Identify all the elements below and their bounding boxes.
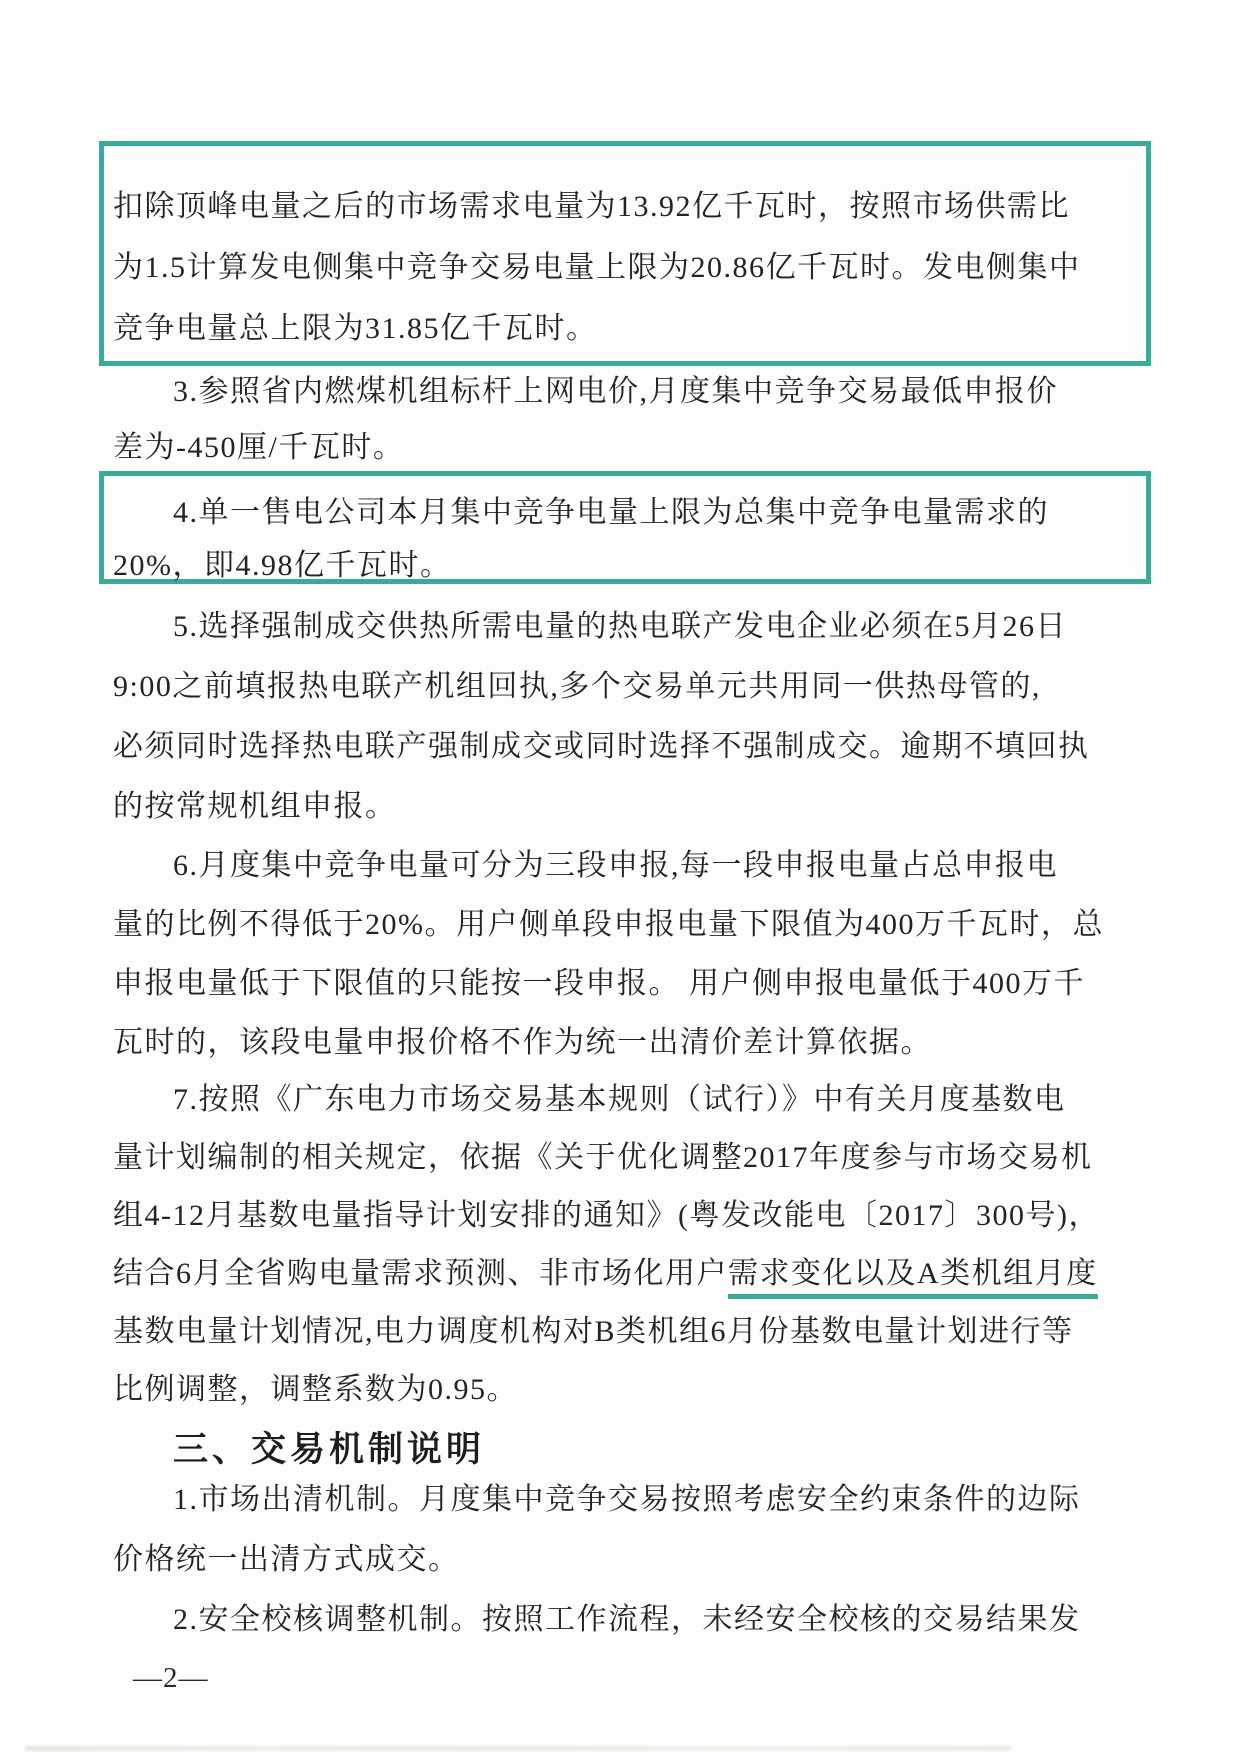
body-line: 的按常规机组申报。 <box>113 790 397 823</box>
body-line: 扣除顶峰电量之后的市场需求电量为13.92亿千瓦时，按照市场供需比 <box>113 190 1070 223</box>
body-line: 申报电量低于下限值的只能按一段申报。 用户侧申报电量低于400万千 <box>113 967 1085 1000</box>
body-line: 为1.5计算发电侧集中竞争交易电量上限为20.86亿千瓦时。发电侧集中 <box>113 251 1081 284</box>
highlight-box-content <box>104 476 1146 592</box>
body-line: 必须同时选择热电联产强制成交或同时选择不强制成交。逾期不填回执 <box>113 730 1090 763</box>
body-line: 6.月度集中竞争电量可分为三段申报,每一段申报电量占总申报电 <box>173 849 1058 882</box>
body-line: 20%，即4.98亿千瓦时。 <box>113 549 452 582</box>
highlight-box-market-demand <box>99 141 1151 366</box>
paragraph-item-3 <box>113 364 1073 476</box>
highlight-box-retail-cap <box>99 471 1151 584</box>
body-line: 2.安全校核调整机制。按照工作流程，未经安全校核的交易结果发 <box>173 1603 1081 1636</box>
body-line-with-underline <box>113 1245 1098 1303</box>
body-line: 比例调整，调整系数为0.95。 <box>113 1373 518 1406</box>
body-line: 3.参照省内燃煤机组标杆上网电价,月度集中竞争交易最低申报价 <box>173 375 1058 408</box>
paragraph-item-6 <box>113 836 1104 1072</box>
teal-underlined-text: 需求变化以及A类机组月度 <box>728 1257 1098 1299</box>
body-line: 7.按照《广东电力市场交易基本规则（试行）》中有关月度基数电 <box>173 1083 1066 1116</box>
paragraph-mechanism-2 <box>113 1590 1081 1650</box>
body-line: 瓦时的，该段电量申报价格不作为统一出清价差计算依据。 <box>113 1026 932 1059</box>
body-line: 4.单一售电公司本月集中竞争电量上限为总集中竞争电量需求的 <box>173 496 1049 529</box>
body-line: 量的比例不得低于20%。用户侧单段申报电量下限值为400万千瓦时，总 <box>113 908 1104 941</box>
body-line: 竞争电量总上限为31.85亿千瓦时。 <box>113 312 598 345</box>
body-line: 基数电量计划情况,电力调度机构对B类机组6月份基数电量计划进行等 <box>113 1315 1074 1348</box>
body-line: 组4-12月基数电量指导计划安排的通知》(粤发改能电〔2017〕300号)， <box>113 1199 1100 1232</box>
body-line: 价格统一出清方式成交。 <box>113 1543 460 1576</box>
paragraph-item-7 <box>113 1071 1100 1419</box>
paragraph-item-5 <box>113 597 1090 837</box>
body-line: 差为-450厘/千瓦时。 <box>113 431 405 464</box>
highlight-box-content <box>104 146 1146 359</box>
body-text-segment: 结合6月全省购电量需求预测、非市场化用户 <box>113 1257 728 1290</box>
body-line: 量计划编制的相关规定，依据《关于优化调整2017年度参与市场交易机 <box>113 1141 1093 1174</box>
scan-artifact-strip <box>25 1746 1010 1751</box>
body-line: 5.选择强制成交供热所需电量的热电联产发电企业必须在5月26日 <box>173 610 1067 643</box>
page-number: —2— <box>133 1662 209 1694</box>
body-line: 9:00之前填报热电联产机组回执,多个交易单元共用同一供热母管的, <box>113 670 1041 703</box>
body-line: 1.市场出清机制。月度集中竞争交易按照考虑安全约束条件的边际 <box>173 1483 1081 1516</box>
section-heading-trading-mechanism: 三、交易机制说明 <box>173 1430 486 1469</box>
paragraph-mechanism-1 <box>113 1470 1081 1590</box>
